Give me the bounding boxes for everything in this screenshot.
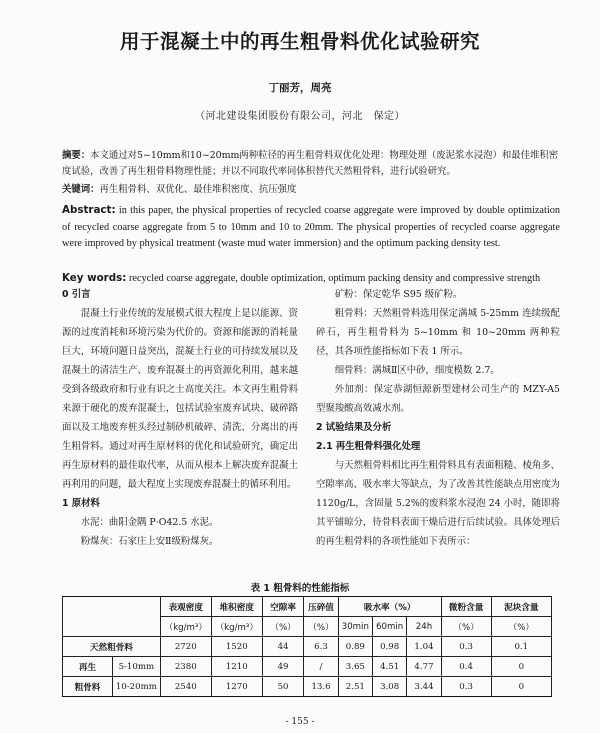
table-cell: 0.98 (373, 637, 407, 657)
intro-paragraph: 混凝土行业传统的发展模式很大程度上是以能源、资源的过度消耗和环境污染为代价的。资源和能源的消耗量巨大，环境问题日益突出，混凝土行业的可持续发展以及混凝土的清洁生产、废弃混凝土的再资源化利用，越来越受到各级政府和行业有识之士高度关注。本文再生粗骨料来源于硬化的废弃混凝土，包括试验室废弃试块、破碎路面以及工地废弃桩头经过制砂机破碎、清洗、分离出的再生粗骨料。通过对再生原材料的优化和试验研究，确定出再生原材料的最佳取代率，从而从根本上解决废弃混凝土再利用的问题，最大程度上实现废弃混凝土的循环利用。 (62, 308, 298, 490)
table-cell: 1270 (211, 677, 262, 697)
row-size: 10-20mm (112, 677, 160, 697)
header-cell: 微粉含量 (441, 597, 491, 617)
keywords-cn-label: 关键词： (62, 184, 100, 195)
header-cell: 吸水率（%） (338, 597, 441, 617)
cement-text: 水泥：曲阳金隅 P·O42.5 水泥。 (80, 517, 219, 528)
table-header-row (63, 597, 552, 617)
table-cell: 4.77 (407, 657, 441, 677)
abstract-en (62, 202, 560, 253)
table-cell: 2720 (160, 637, 211, 657)
header-cell: 空隙率 (262, 597, 304, 617)
affiliation: （河北建设集团股份有限公司，河北 保定） (195, 111, 405, 122)
table-cell: 0.1 (491, 637, 551, 657)
header-cell: 压碎值 (304, 597, 338, 617)
slag-text: 矿粉：保定乾华 S95 级矿粉。 (334, 289, 463, 300)
table-cell: 2380 (160, 657, 211, 677)
table-cell: 13.6 (304, 677, 338, 697)
table-row (63, 637, 552, 657)
abstract-cn-text: 本文通过对5~10mm和10~20mm两种粒径的再生粗骨料双优化处理：物理处理（废泥浆水浸泡）和最佳堆积密度试验，改善了再生粗骨料物理性能；并以不同取代率同体积替代天然粗骨料，进行试验研究。 (62, 150, 559, 177)
row-label: 再生 (63, 657, 113, 677)
table-row (63, 677, 552, 697)
abstract-cn (62, 148, 560, 180)
intro-heading: 0 引言 (62, 289, 91, 300)
coarse-aggregate-text: 粗骨料：天然粗骨料选用保定满城 5-25mm 连续级配碎石，再生粗骨料为 5~10mm 和 10~20mm 两种粒径，其各项性能指标如下表 1 所示。 (316, 308, 560, 357)
table-cell: / (304, 657, 338, 677)
authors: 丁丽芳，周亮 (268, 82, 332, 94)
header-cell: 表观密度 (160, 597, 211, 617)
table-cell: 1.04 (407, 637, 441, 657)
unit-cell: （kg/m³） (160, 617, 211, 637)
table-cell: 49 (262, 657, 304, 677)
table-cell: 4.51 (373, 657, 407, 677)
flyash-text: 粉煤灰：石家庄上安Ⅱ级粉煤灰。 (80, 536, 219, 547)
table-cell: 3.44 (407, 677, 441, 697)
table-row (63, 657, 552, 677)
unit-cell: 60min (373, 617, 407, 637)
left-column (62, 285, 298, 551)
keywords-cn-text: 再生粗骨料、双优化、最佳堆积密度、抗压强度 (99, 184, 297, 195)
unit-cell: （%） (262, 617, 304, 637)
keywords-en-text: recycled coarse aggregate, double optimization, optimum packing density and compressive strength (128, 273, 541, 284)
results-heading: 2 试验结果及分析 (316, 422, 392, 433)
header-cell: 泥块含量 (491, 597, 551, 617)
unit-cell: 30min (338, 617, 372, 637)
row-label: 粗骨料 (63, 677, 113, 697)
table-cell: 2.51 (338, 677, 372, 697)
table-cell: 1520 (211, 637, 262, 657)
unit-cell: （%） (491, 617, 551, 637)
fine-aggregate-text: 细骨料：满城Ⅱ区中砂，细度模数 2.7。 (334, 365, 500, 376)
table-cell: 44 (262, 637, 304, 657)
table-cell: 6.3 (304, 637, 338, 657)
table-cell: 0.4 (441, 657, 491, 677)
table-corner (63, 597, 161, 637)
unit-cell: （%） (441, 617, 491, 637)
aggregate-properties-table (62, 596, 552, 697)
admixture-text: 外加剂：保定恭湖恒源新型建材公司生产的 MZY-A5 型聚羧酸高效减水剂。 (316, 384, 560, 414)
header-cell: 堆积密度 (211, 597, 262, 617)
page-number: - 155 - (285, 717, 315, 727)
table-cell: 0 (491, 677, 551, 697)
table-cell: 0 (491, 657, 551, 677)
table-cell: 0.3 (441, 677, 491, 697)
table-cell: 2540 (160, 677, 211, 697)
paper-title: 用于混凝土中的再生粗骨料优化试验研究 (119, 30, 480, 53)
row-label: 天然粗骨料 (63, 637, 161, 657)
table-cell: 3.08 (373, 677, 407, 697)
right-column (316, 285, 560, 551)
subsection-heading: 2.1 再生粗骨料强化处理 (316, 441, 421, 452)
abstract-cn-label: 摘要： (62, 150, 91, 161)
unit-cell: （kg/m³） (211, 617, 262, 637)
table-cell: 0.89 (338, 637, 372, 657)
unit-cell: 24h (407, 617, 441, 637)
table-cell: 50 (262, 677, 304, 697)
table-cell: 0.3 (441, 637, 491, 657)
table-cell: 1210 (211, 657, 262, 677)
abstract-en-text: in this paper, the physical properties of recycled coarse aggregate were improved by double optimization of recycled coarse aggregate from 5 to 10mm and 10 to 20mm. The physical properties of recycled coarse aggregate were improved by physical treatment (waste mud water immersion) and the optimum packing density test. (62, 205, 560, 250)
table-caption: 表 1 粗骨料的性能指标 (250, 583, 350, 594)
table-cell: 3.65 (338, 657, 372, 677)
materials-heading: 1 原材料 (62, 498, 100, 509)
keywords-cn (62, 182, 560, 198)
unit-cell: （%） (304, 617, 338, 637)
row-size: 5-10mm (112, 657, 160, 677)
keywords-en-label: Key words: (62, 272, 127, 284)
abstract-en-label: Abstract: (62, 204, 116, 216)
treatment-paragraph: 与天然粗骨料相比再生粗骨料具有表面粗糙、棱角多、空隙率高、吸水率大等缺点，为了改善其性能缺点用密度为 1120g/L，含固量 5.2%的废料浆水浸泡 24 小时，随即将其平铺晾分，待骨料表面干燥后进行后续试验。具体处理后的再生粗骨料的各项性能如下表所示： (316, 460, 560, 547)
